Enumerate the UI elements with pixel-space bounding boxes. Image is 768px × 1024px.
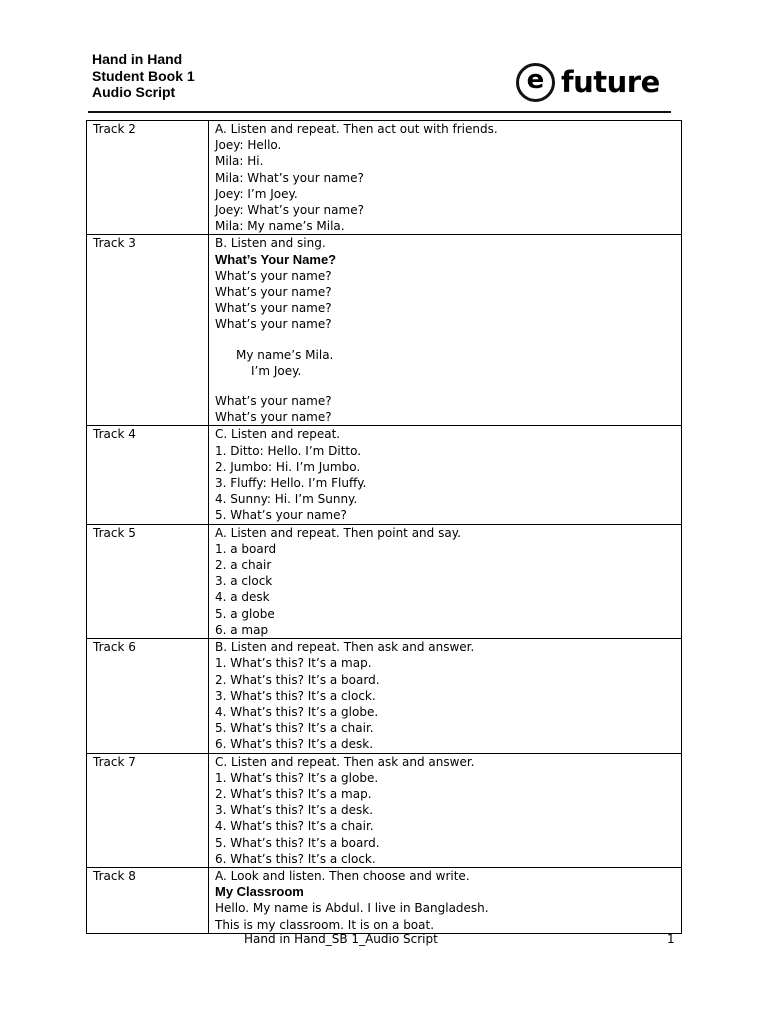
script-line: This is my classroom. It is on a boat. [215,917,435,932]
script-line: C. Listen and repeat. Then ask and answer. [215,754,475,769]
header-rule [88,111,671,113]
spacer [215,333,675,347]
track-content [209,867,682,933]
track-label: Track 7 [87,753,209,867]
track-row [87,753,682,867]
script-line: 2. What’s this? It’s a map. [215,786,372,801]
track-row [87,426,682,524]
header-line: Student Book 1 [92,67,195,84]
script-line: Mila: What’s your name? [215,170,364,185]
page-number: 1 [667,932,675,946]
script-line: What’s your name? [215,285,332,300]
track-content [209,121,682,235]
script-line: 5. a globe [215,606,275,621]
audio-script-table [86,120,682,934]
script-line: C. Listen and repeat. [215,427,341,442]
script-line: 2. What’s this? It’s a board. [215,672,380,687]
script-line: 4. What’s this? It’s a globe. [215,704,379,719]
spacer [215,379,675,393]
track-row [87,867,682,933]
footer-title: Hand in Hand_SB 1_Audio Script [244,932,438,946]
script-line: B. Listen and sing. [215,236,326,251]
script-line: 5. What’s this? It’s a chair. [215,721,374,736]
script-line: B. Listen and repeat. Then ask and answer. [215,640,475,655]
track-content [209,426,682,524]
track-content [209,639,682,753]
script-line: 3. a clock [215,574,273,589]
script-line: What’s your name? [215,268,332,283]
script-line: What’s your name? [215,394,332,409]
script-table-body [87,121,682,934]
script-line: What’s your name? [215,301,332,316]
script-line: 6. What’s this? It’s a clock. [215,851,376,866]
script-line: 1. a board [215,541,277,556]
section-heading: What’s Your Name? [215,251,337,267]
script-line: 1. What’s this? It’s a globe. [215,770,379,785]
script-line: What’s your name? [215,317,332,332]
header-line: Audio Script [92,84,176,100]
track-row [87,639,682,753]
script-line: 3. What’s this? It’s a desk. [215,803,374,818]
script-line: 4. a desk [215,590,270,605]
script-line: 1. What’s this? It’s a map. [215,656,372,671]
track-label: Track 6 [87,639,209,753]
script-line: Joey: Hello. [215,138,282,153]
script-line: 3. Fluffy: Hello. I’m Fluffy. [215,476,367,491]
script-line: A. Listen and repeat. Then point and say. [215,525,461,540]
logo-circle-mark: e [516,63,555,102]
script-line: 2. a chair [215,558,272,573]
track-content [209,235,682,426]
script-line: Hello. My name is Abdul. I live in Bangladesh. [215,901,489,916]
track-content [209,753,682,867]
section-heading: My Classroom [215,884,304,900]
script-line: 5. What’s your name? [215,508,347,523]
script-line: 4. What’s this? It’s a chair. [215,819,374,834]
script-line: 5. What’s this? It’s a board. [215,835,380,850]
track-label: Track 4 [87,426,209,524]
track-label: Track 3 [87,235,209,426]
script-line: Mila: Hi. [215,154,264,169]
track-row [87,121,682,235]
script-line: My name’s Mila. [236,347,334,362]
script-line: 6. What’s this? It’s a desk. [215,737,374,752]
track-label: Track 2 [87,121,209,235]
script-line: I’m Joey. [251,363,302,378]
logo-wordmark: future [561,65,660,99]
script-line: Joey: What’s your name? [215,203,364,218]
track-content [209,524,682,638]
script-line: 6. a map [215,622,269,637]
script-line: What’s your name? [215,410,332,425]
script-line: 1. Ditto: Hello. I’m Ditto. [215,443,362,458]
efuture-logo [516,58,660,106]
script-line: 2. Jumbo: Hi. I’m Jumbo. [215,459,361,474]
script-line: Mila: My name’s Mila. [215,219,345,234]
document-header [92,51,195,101]
script-line: 3. What’s this? It’s a clock. [215,688,376,703]
track-row [87,235,682,426]
track-label: Track 5 [87,524,209,638]
track-row [87,524,682,638]
track-label: Track 8 [87,867,209,933]
script-line: A. Listen and repeat. Then act out with friends. [215,122,498,136]
header-line: Hand in Hand [92,51,183,67]
script-line: A. Look and listen. Then choose and write. [215,868,470,883]
script-line: 4. Sunny: Hi. I’m Sunny. [215,492,358,507]
script-line: Joey: I’m Joey. [215,186,298,201]
